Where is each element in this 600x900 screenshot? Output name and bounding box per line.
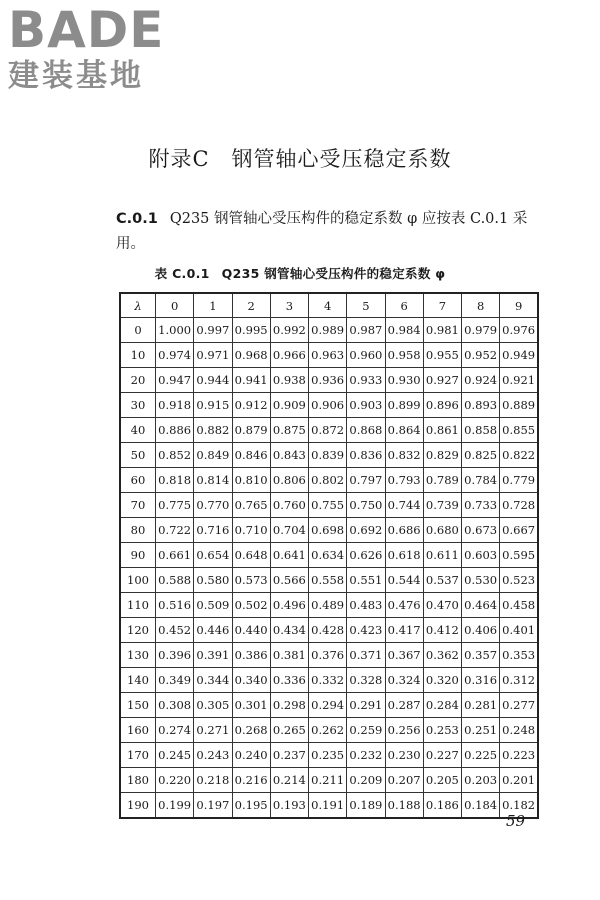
table-cell: 0.301 bbox=[232, 693, 270, 718]
table-cell: 0.446 bbox=[194, 618, 232, 643]
table-cell: 0.227 bbox=[423, 743, 461, 768]
table-cell: 0.205 bbox=[423, 768, 461, 793]
table-cell: 0.822 bbox=[500, 443, 538, 468]
table-cell: 0.755 bbox=[309, 493, 347, 518]
table-cell: 0.256 bbox=[385, 718, 423, 743]
table-cell: 0.381 bbox=[270, 643, 308, 668]
table-cell: 0.971 bbox=[194, 343, 232, 368]
table-cell: 0.760 bbox=[270, 493, 308, 518]
table-cell: 0.186 bbox=[423, 793, 461, 819]
table-cell: 0.496 bbox=[270, 593, 308, 618]
table-cell: 0.680 bbox=[423, 518, 461, 543]
table-row bbox=[120, 743, 538, 768]
row-label-cell: 30 bbox=[120, 393, 156, 418]
table-row bbox=[120, 518, 538, 543]
table-cell: 0.268 bbox=[232, 718, 270, 743]
table-cell: 0.207 bbox=[385, 768, 423, 793]
table-cell: 0.588 bbox=[156, 568, 194, 593]
table-cell: 0.930 bbox=[385, 368, 423, 393]
table-cell: 0.265 bbox=[270, 718, 308, 743]
table-cell: 0.903 bbox=[347, 393, 385, 418]
table-body bbox=[120, 318, 538, 819]
table-cell: 0.779 bbox=[500, 468, 538, 493]
table-cell: 0.868 bbox=[347, 418, 385, 443]
table-cell: 0.353 bbox=[500, 643, 538, 668]
table-cell: 0.716 bbox=[194, 518, 232, 543]
table-cell: 0.243 bbox=[194, 743, 232, 768]
row-label-cell: 100 bbox=[120, 568, 156, 593]
table-cell: 0.882 bbox=[194, 418, 232, 443]
table-number: 表 C.0.1 bbox=[154, 266, 210, 281]
table-cell: 0.195 bbox=[232, 793, 270, 819]
table-cell: 0.259 bbox=[347, 718, 385, 743]
table-cell: 0.349 bbox=[156, 668, 194, 693]
column-header: 8 bbox=[462, 293, 500, 318]
table-cell: 0.739 bbox=[423, 493, 461, 518]
table-cell: 0.544 bbox=[385, 568, 423, 593]
table-cell: 0.893 bbox=[462, 393, 500, 418]
table-cell: 0.376 bbox=[309, 643, 347, 668]
table-cell: 0.889 bbox=[500, 393, 538, 418]
table-cell: 0.291 bbox=[347, 693, 385, 718]
table-cell: 0.336 bbox=[270, 668, 308, 693]
table-cell: 0.750 bbox=[347, 493, 385, 518]
row-label-cell: 160 bbox=[120, 718, 156, 743]
table-cell: 0.298 bbox=[270, 693, 308, 718]
table-cell: 0.340 bbox=[232, 668, 270, 693]
table-cell: 0.401 bbox=[500, 618, 538, 643]
row-label-cell: 50 bbox=[120, 443, 156, 468]
table-cell: 0.277 bbox=[500, 693, 538, 718]
table-cell: 0.858 bbox=[462, 418, 500, 443]
table-cell: 0.941 bbox=[232, 368, 270, 393]
clause-number: C.0.1 bbox=[116, 211, 158, 227]
table-cell: 0.886 bbox=[156, 418, 194, 443]
table-cell: 0.960 bbox=[347, 343, 385, 368]
table-row bbox=[120, 443, 538, 468]
table-caption bbox=[0, 264, 600, 282]
table-cell: 0.188 bbox=[385, 793, 423, 819]
table-cell: 0.573 bbox=[232, 568, 270, 593]
table-cell: 0.793 bbox=[385, 468, 423, 493]
row-label-cell: 60 bbox=[120, 468, 156, 493]
logo-brand: BADE bbox=[8, 1, 165, 59]
table-cell: 0.216 bbox=[232, 768, 270, 793]
table-row bbox=[120, 418, 538, 443]
table-cell: 0.305 bbox=[194, 693, 232, 718]
table-cell: 0.603 bbox=[462, 543, 500, 568]
row-label-cell: 90 bbox=[120, 543, 156, 568]
table-cell: 0.191 bbox=[309, 793, 347, 819]
table-cell: 0.802 bbox=[309, 468, 347, 493]
table-cell: 0.328 bbox=[347, 668, 385, 693]
table-cell: 0.201 bbox=[500, 768, 538, 793]
table-cell: 0.966 bbox=[270, 343, 308, 368]
table-cell: 1.000 bbox=[156, 318, 194, 343]
table-cell: 0.667 bbox=[500, 518, 538, 543]
table-cell: 0.944 bbox=[194, 368, 232, 393]
table-cell: 0.262 bbox=[309, 718, 347, 743]
table-cell: 0.316 bbox=[462, 668, 500, 693]
row-label-cell: 190 bbox=[120, 793, 156, 819]
table-cell: 0.235 bbox=[309, 743, 347, 768]
table-cell: 0.634 bbox=[309, 543, 347, 568]
table-cell: 0.995 bbox=[232, 318, 270, 343]
table-cell: 0.537 bbox=[423, 568, 461, 593]
table-cell: 0.220 bbox=[156, 768, 194, 793]
table-cell: 0.281 bbox=[462, 693, 500, 718]
table-cell: 0.984 bbox=[385, 318, 423, 343]
table-cell: 0.483 bbox=[347, 593, 385, 618]
table-cell: 0.184 bbox=[462, 793, 500, 819]
table-cell: 0.879 bbox=[232, 418, 270, 443]
table-cell: 0.558 bbox=[309, 568, 347, 593]
table-cell: 0.308 bbox=[156, 693, 194, 718]
table-cell: 0.240 bbox=[232, 743, 270, 768]
table-cell: 0.371 bbox=[347, 643, 385, 668]
table-row bbox=[120, 468, 538, 493]
row-label-cell: 80 bbox=[120, 518, 156, 543]
table-row bbox=[120, 593, 538, 618]
table-row bbox=[120, 618, 538, 643]
table-cell: 0.386 bbox=[232, 643, 270, 668]
table-cell: 0.912 bbox=[232, 393, 270, 418]
table-cell: 0.237 bbox=[270, 743, 308, 768]
table-cell: 0.218 bbox=[194, 768, 232, 793]
table-cell: 0.320 bbox=[423, 668, 461, 693]
table-cell: 0.765 bbox=[232, 493, 270, 518]
table-cell: 0.391 bbox=[194, 643, 232, 668]
table-cell: 0.225 bbox=[462, 743, 500, 768]
table-cell: 0.963 bbox=[309, 343, 347, 368]
table-cell: 0.464 bbox=[462, 593, 500, 618]
row-label-cell: 150 bbox=[120, 693, 156, 718]
table-cell: 0.843 bbox=[270, 443, 308, 468]
column-header: 7 bbox=[423, 293, 461, 318]
column-header: 3 bbox=[270, 293, 308, 318]
table-cell: 0.209 bbox=[347, 768, 385, 793]
table-row bbox=[120, 343, 538, 368]
table-cell: 0.530 bbox=[462, 568, 500, 593]
table-cell: 0.979 bbox=[462, 318, 500, 343]
table-cell: 0.810 bbox=[232, 468, 270, 493]
table-row bbox=[120, 668, 538, 693]
table-cell: 0.933 bbox=[347, 368, 385, 393]
table-cell: 0.193 bbox=[270, 793, 308, 819]
column-header: 2 bbox=[232, 293, 270, 318]
table-cell: 0.744 bbox=[385, 493, 423, 518]
table-cell: 0.992 bbox=[270, 318, 308, 343]
table-cell: 0.846 bbox=[232, 443, 270, 468]
table-cell: 0.203 bbox=[462, 768, 500, 793]
table-cell: 0.692 bbox=[347, 518, 385, 543]
row-label-cell: 120 bbox=[120, 618, 156, 643]
table-cell: 0.423 bbox=[347, 618, 385, 643]
table-cell: 0.924 bbox=[462, 368, 500, 393]
table-row bbox=[120, 693, 538, 718]
table-cell: 0.406 bbox=[462, 618, 500, 643]
table-cell: 0.199 bbox=[156, 793, 194, 819]
table-cell: 0.428 bbox=[309, 618, 347, 643]
table-cell: 0.245 bbox=[156, 743, 194, 768]
table-cell: 0.412 bbox=[423, 618, 461, 643]
table-cell: 0.509 bbox=[194, 593, 232, 618]
row-label-cell: 0 bbox=[120, 318, 156, 343]
table-cell: 0.324 bbox=[385, 668, 423, 693]
table-cell: 0.814 bbox=[194, 468, 232, 493]
table-row bbox=[120, 543, 538, 568]
table-cell: 0.918 bbox=[156, 393, 194, 418]
table-cell: 0.936 bbox=[309, 368, 347, 393]
table-cell: 0.728 bbox=[500, 493, 538, 518]
table-cell: 0.968 bbox=[232, 343, 270, 368]
table-row bbox=[120, 793, 538, 819]
table-cell: 0.230 bbox=[385, 743, 423, 768]
table-cell: 0.864 bbox=[385, 418, 423, 443]
watermark-logo bbox=[8, 1, 178, 100]
table-cell: 0.958 bbox=[385, 343, 423, 368]
table-cell: 0.294 bbox=[309, 693, 347, 718]
table-title: Q235 钢管轴心受压构件的稳定系数 φ bbox=[221, 266, 446, 281]
table-cell: 0.357 bbox=[462, 643, 500, 668]
clause-text: Q235 钢管轴心受压构件的稳定系数 φ 应按表 C.0.1 采用。 bbox=[116, 211, 528, 252]
table-cell: 0.344 bbox=[194, 668, 232, 693]
table-cell: 0.997 bbox=[194, 318, 232, 343]
table-cell: 0.476 bbox=[385, 593, 423, 618]
table-cell: 0.211 bbox=[309, 768, 347, 793]
table-cell: 0.362 bbox=[423, 643, 461, 668]
table-cell: 0.523 bbox=[500, 568, 538, 593]
table-row bbox=[120, 493, 538, 518]
table-cell: 0.921 bbox=[500, 368, 538, 393]
logo-subtitle: 建装基地 bbox=[8, 58, 144, 94]
table-cell: 0.784 bbox=[462, 468, 500, 493]
row-label-cell: 110 bbox=[120, 593, 156, 618]
table-cell: 0.861 bbox=[423, 418, 461, 443]
table-cell: 0.516 bbox=[156, 593, 194, 618]
table-cell: 0.797 bbox=[347, 468, 385, 493]
table-row bbox=[120, 318, 538, 343]
table-cell: 0.489 bbox=[309, 593, 347, 618]
column-header: 0 bbox=[156, 293, 194, 318]
table-row bbox=[120, 393, 538, 418]
table-cell: 0.253 bbox=[423, 718, 461, 743]
table-cell: 0.611 bbox=[423, 543, 461, 568]
table-cell: 0.947 bbox=[156, 368, 194, 393]
column-header: 6 bbox=[385, 293, 423, 318]
table-cell: 0.770 bbox=[194, 493, 232, 518]
table-cell: 0.710 bbox=[232, 518, 270, 543]
table-cell: 0.223 bbox=[500, 743, 538, 768]
table-cell: 0.906 bbox=[309, 393, 347, 418]
table-row bbox=[120, 368, 538, 393]
table-cell: 0.618 bbox=[385, 543, 423, 568]
table-cell: 0.566 bbox=[270, 568, 308, 593]
row-label-cell: 10 bbox=[120, 343, 156, 368]
table-cell: 0.829 bbox=[423, 443, 461, 468]
table-cell: 0.989 bbox=[309, 318, 347, 343]
table-cell: 0.251 bbox=[462, 718, 500, 743]
table-cell: 0.949 bbox=[500, 343, 538, 368]
table-row bbox=[120, 568, 538, 593]
table-cell: 0.661 bbox=[156, 543, 194, 568]
table-cell: 0.775 bbox=[156, 493, 194, 518]
table-cell: 0.182 bbox=[500, 793, 538, 819]
column-header-lambda: λ bbox=[120, 293, 156, 318]
table-cell: 0.974 bbox=[156, 343, 194, 368]
table-cell: 0.502 bbox=[232, 593, 270, 618]
table-cell: 0.704 bbox=[270, 518, 308, 543]
table-cell: 0.189 bbox=[347, 793, 385, 819]
table-cell: 0.686 bbox=[385, 518, 423, 543]
table-cell: 0.789 bbox=[423, 468, 461, 493]
table-cell: 0.855 bbox=[500, 418, 538, 443]
row-label-cell: 20 bbox=[120, 368, 156, 393]
stability-coefficient-table bbox=[119, 292, 539, 819]
table-row bbox=[120, 718, 538, 743]
table-cell: 0.434 bbox=[270, 618, 308, 643]
table-cell: 0.915 bbox=[194, 393, 232, 418]
table-cell: 0.976 bbox=[500, 318, 538, 343]
chapter-title: 附录C 钢管轴心受压稳定系数 bbox=[148, 147, 452, 171]
table-cell: 0.641 bbox=[270, 543, 308, 568]
table-cell: 0.818 bbox=[156, 468, 194, 493]
column-header: 1 bbox=[194, 293, 232, 318]
table-cell: 0.287 bbox=[385, 693, 423, 718]
column-header: 5 bbox=[347, 293, 385, 318]
table-cell: 0.654 bbox=[194, 543, 232, 568]
table-cell: 0.832 bbox=[385, 443, 423, 468]
table-header-row bbox=[120, 293, 538, 318]
row-label-cell: 40 bbox=[120, 418, 156, 443]
row-label-cell: 180 bbox=[120, 768, 156, 793]
table-cell: 0.458 bbox=[500, 593, 538, 618]
table-cell: 0.271 bbox=[194, 718, 232, 743]
table-cell: 0.899 bbox=[385, 393, 423, 418]
table-cell: 0.955 bbox=[423, 343, 461, 368]
table-cell: 0.872 bbox=[309, 418, 347, 443]
table-cell: 0.938 bbox=[270, 368, 308, 393]
row-label-cell: 70 bbox=[120, 493, 156, 518]
table-cell: 0.896 bbox=[423, 393, 461, 418]
clause-paragraph bbox=[116, 207, 546, 257]
page-number: 59 bbox=[506, 812, 526, 830]
table-cell: 0.927 bbox=[423, 368, 461, 393]
table-cell: 0.981 bbox=[423, 318, 461, 343]
table-cell: 0.595 bbox=[500, 543, 538, 568]
table-cell: 0.396 bbox=[156, 643, 194, 668]
table-cell: 0.825 bbox=[462, 443, 500, 468]
table-cell: 0.470 bbox=[423, 593, 461, 618]
table-cell: 0.648 bbox=[232, 543, 270, 568]
table-cell: 0.312 bbox=[500, 668, 538, 693]
table-cell: 0.806 bbox=[270, 468, 308, 493]
table-cell: 0.733 bbox=[462, 493, 500, 518]
table-cell: 0.551 bbox=[347, 568, 385, 593]
table-cell: 0.839 bbox=[309, 443, 347, 468]
column-header: 9 bbox=[500, 293, 538, 318]
table-cell: 0.284 bbox=[423, 693, 461, 718]
table-cell: 0.852 bbox=[156, 443, 194, 468]
table-cell: 0.952 bbox=[462, 343, 500, 368]
table-cell: 0.232 bbox=[347, 743, 385, 768]
row-label-cell: 130 bbox=[120, 643, 156, 668]
table-cell: 0.836 bbox=[347, 443, 385, 468]
table-cell: 0.197 bbox=[194, 793, 232, 819]
table-cell: 0.440 bbox=[232, 618, 270, 643]
table-cell: 0.452 bbox=[156, 618, 194, 643]
table-cell: 0.909 bbox=[270, 393, 308, 418]
table-cell: 0.417 bbox=[385, 618, 423, 643]
table-row bbox=[120, 768, 538, 793]
table-cell: 0.332 bbox=[309, 668, 347, 693]
table-cell: 0.722 bbox=[156, 518, 194, 543]
table-cell: 0.248 bbox=[500, 718, 538, 743]
table-cell: 0.214 bbox=[270, 768, 308, 793]
table-cell: 0.698 bbox=[309, 518, 347, 543]
table-row bbox=[120, 643, 538, 668]
row-label-cell: 170 bbox=[120, 743, 156, 768]
table-cell: 0.274 bbox=[156, 718, 194, 743]
table-cell: 0.367 bbox=[385, 643, 423, 668]
table-cell: 0.987 bbox=[347, 318, 385, 343]
table-cell: 0.626 bbox=[347, 543, 385, 568]
table-cell: 0.580 bbox=[194, 568, 232, 593]
row-label-cell: 140 bbox=[120, 668, 156, 693]
table-cell: 0.849 bbox=[194, 443, 232, 468]
table-cell: 0.673 bbox=[462, 518, 500, 543]
table-cell: 0.875 bbox=[270, 418, 308, 443]
column-header: 4 bbox=[309, 293, 347, 318]
